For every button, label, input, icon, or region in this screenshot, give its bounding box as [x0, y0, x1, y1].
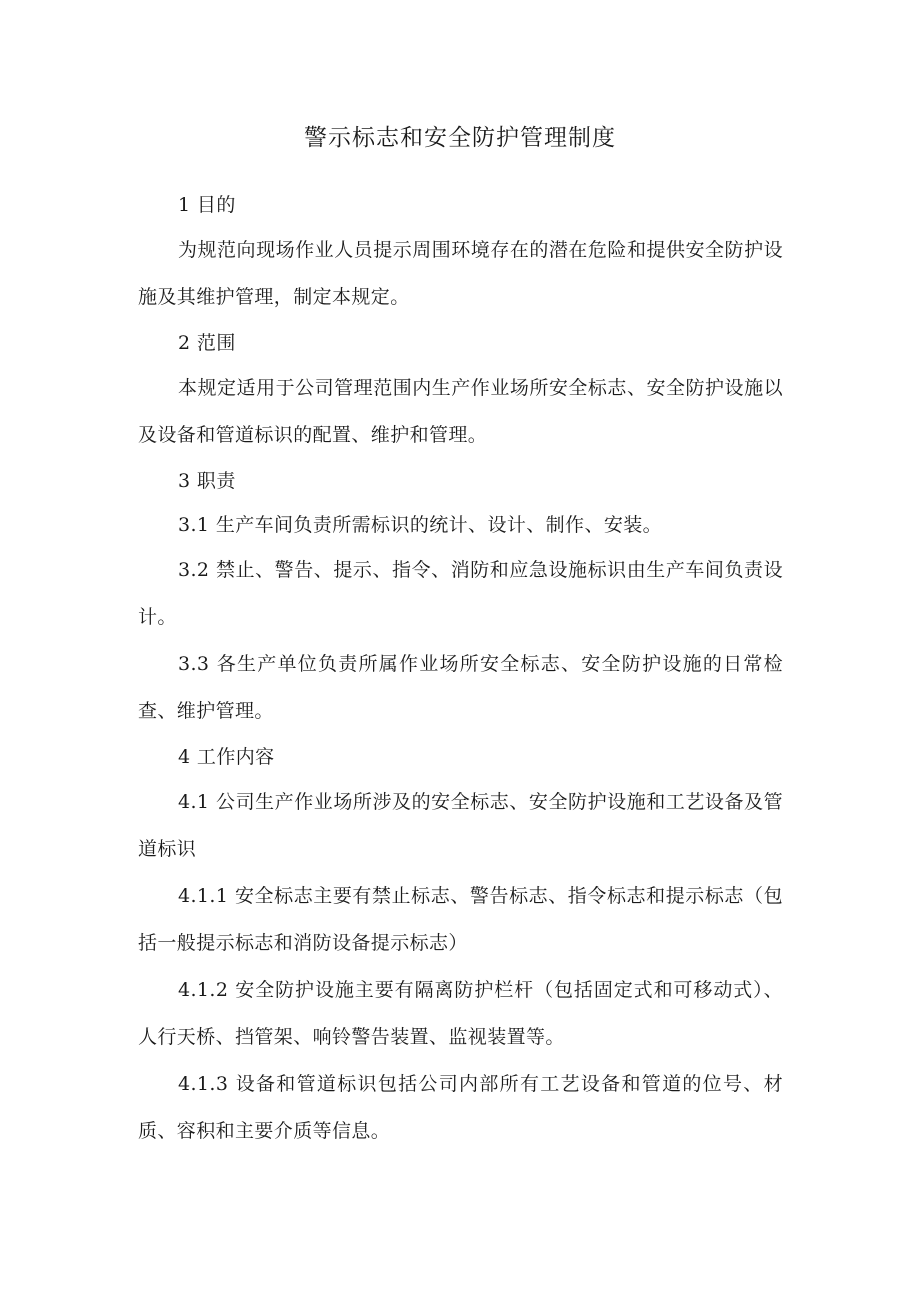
paragraph-work-4-1-2: 4.1.2 安全防护设施主要有隔离防护栏杆（包括固定式和可移动式）、人行天桥、挡管架、响铃警告装置、监视装置等。 [138, 979, 783, 1048]
paragraph-scope: 本规定适用于公司管理范围内生产作业场所安全标志、安全防护设施以及设备和管道标识的配置、维护和管理。 [138, 377, 783, 446]
document-body [138, 183, 783, 1155]
section-heading-scope: 2 范围 [178, 332, 236, 354]
section-heading-work-content: 4 工作内容 [178, 746, 275, 768]
paragraph-responsibility-3-1: 3.1 生产车间负责所需标识的统计、设计、制作、安装。 [178, 514, 663, 536]
paragraph-purpose: 为规范向现场作业人员提示周围环境存在的潜在危险和提供安全防护设施及其维护管理，制定本规定。 [138, 239, 783, 308]
paragraph-responsibility-3-3: 3.3 各生产单位负责所属作业场所安全标志、安全防护设施的日常检查、维护管理。 [138, 653, 783, 722]
paragraph-work-4-1-1: 4.1.1 安全标志主要有禁止标志、警告标志、指令标志和提示标志（包括一般提示标志和消防设备提示标志） [138, 885, 783, 954]
section-heading-purpose: 1 目的 [178, 194, 236, 216]
section-heading-responsibilities: 3 职责 [178, 470, 236, 492]
paragraph-work-4-1-3: 4.1.3 设备和管道标识包括公司内部所有工艺设备和管道的位号、材质、容积和主要介质等信息。 [138, 1073, 783, 1142]
paragraph-responsibility-3-2: 3.2 禁止、警告、提示、指令、消防和应急设施标识由生产车间负责设计。 [138, 559, 783, 628]
paragraph-work-4-1: 4.1 公司生产作业场所涉及的安全标志、安全防护设施和工艺设备及管道标识 [138, 791, 783, 860]
document-title: 警示标志和安全防护管理制度 [304, 125, 616, 151]
